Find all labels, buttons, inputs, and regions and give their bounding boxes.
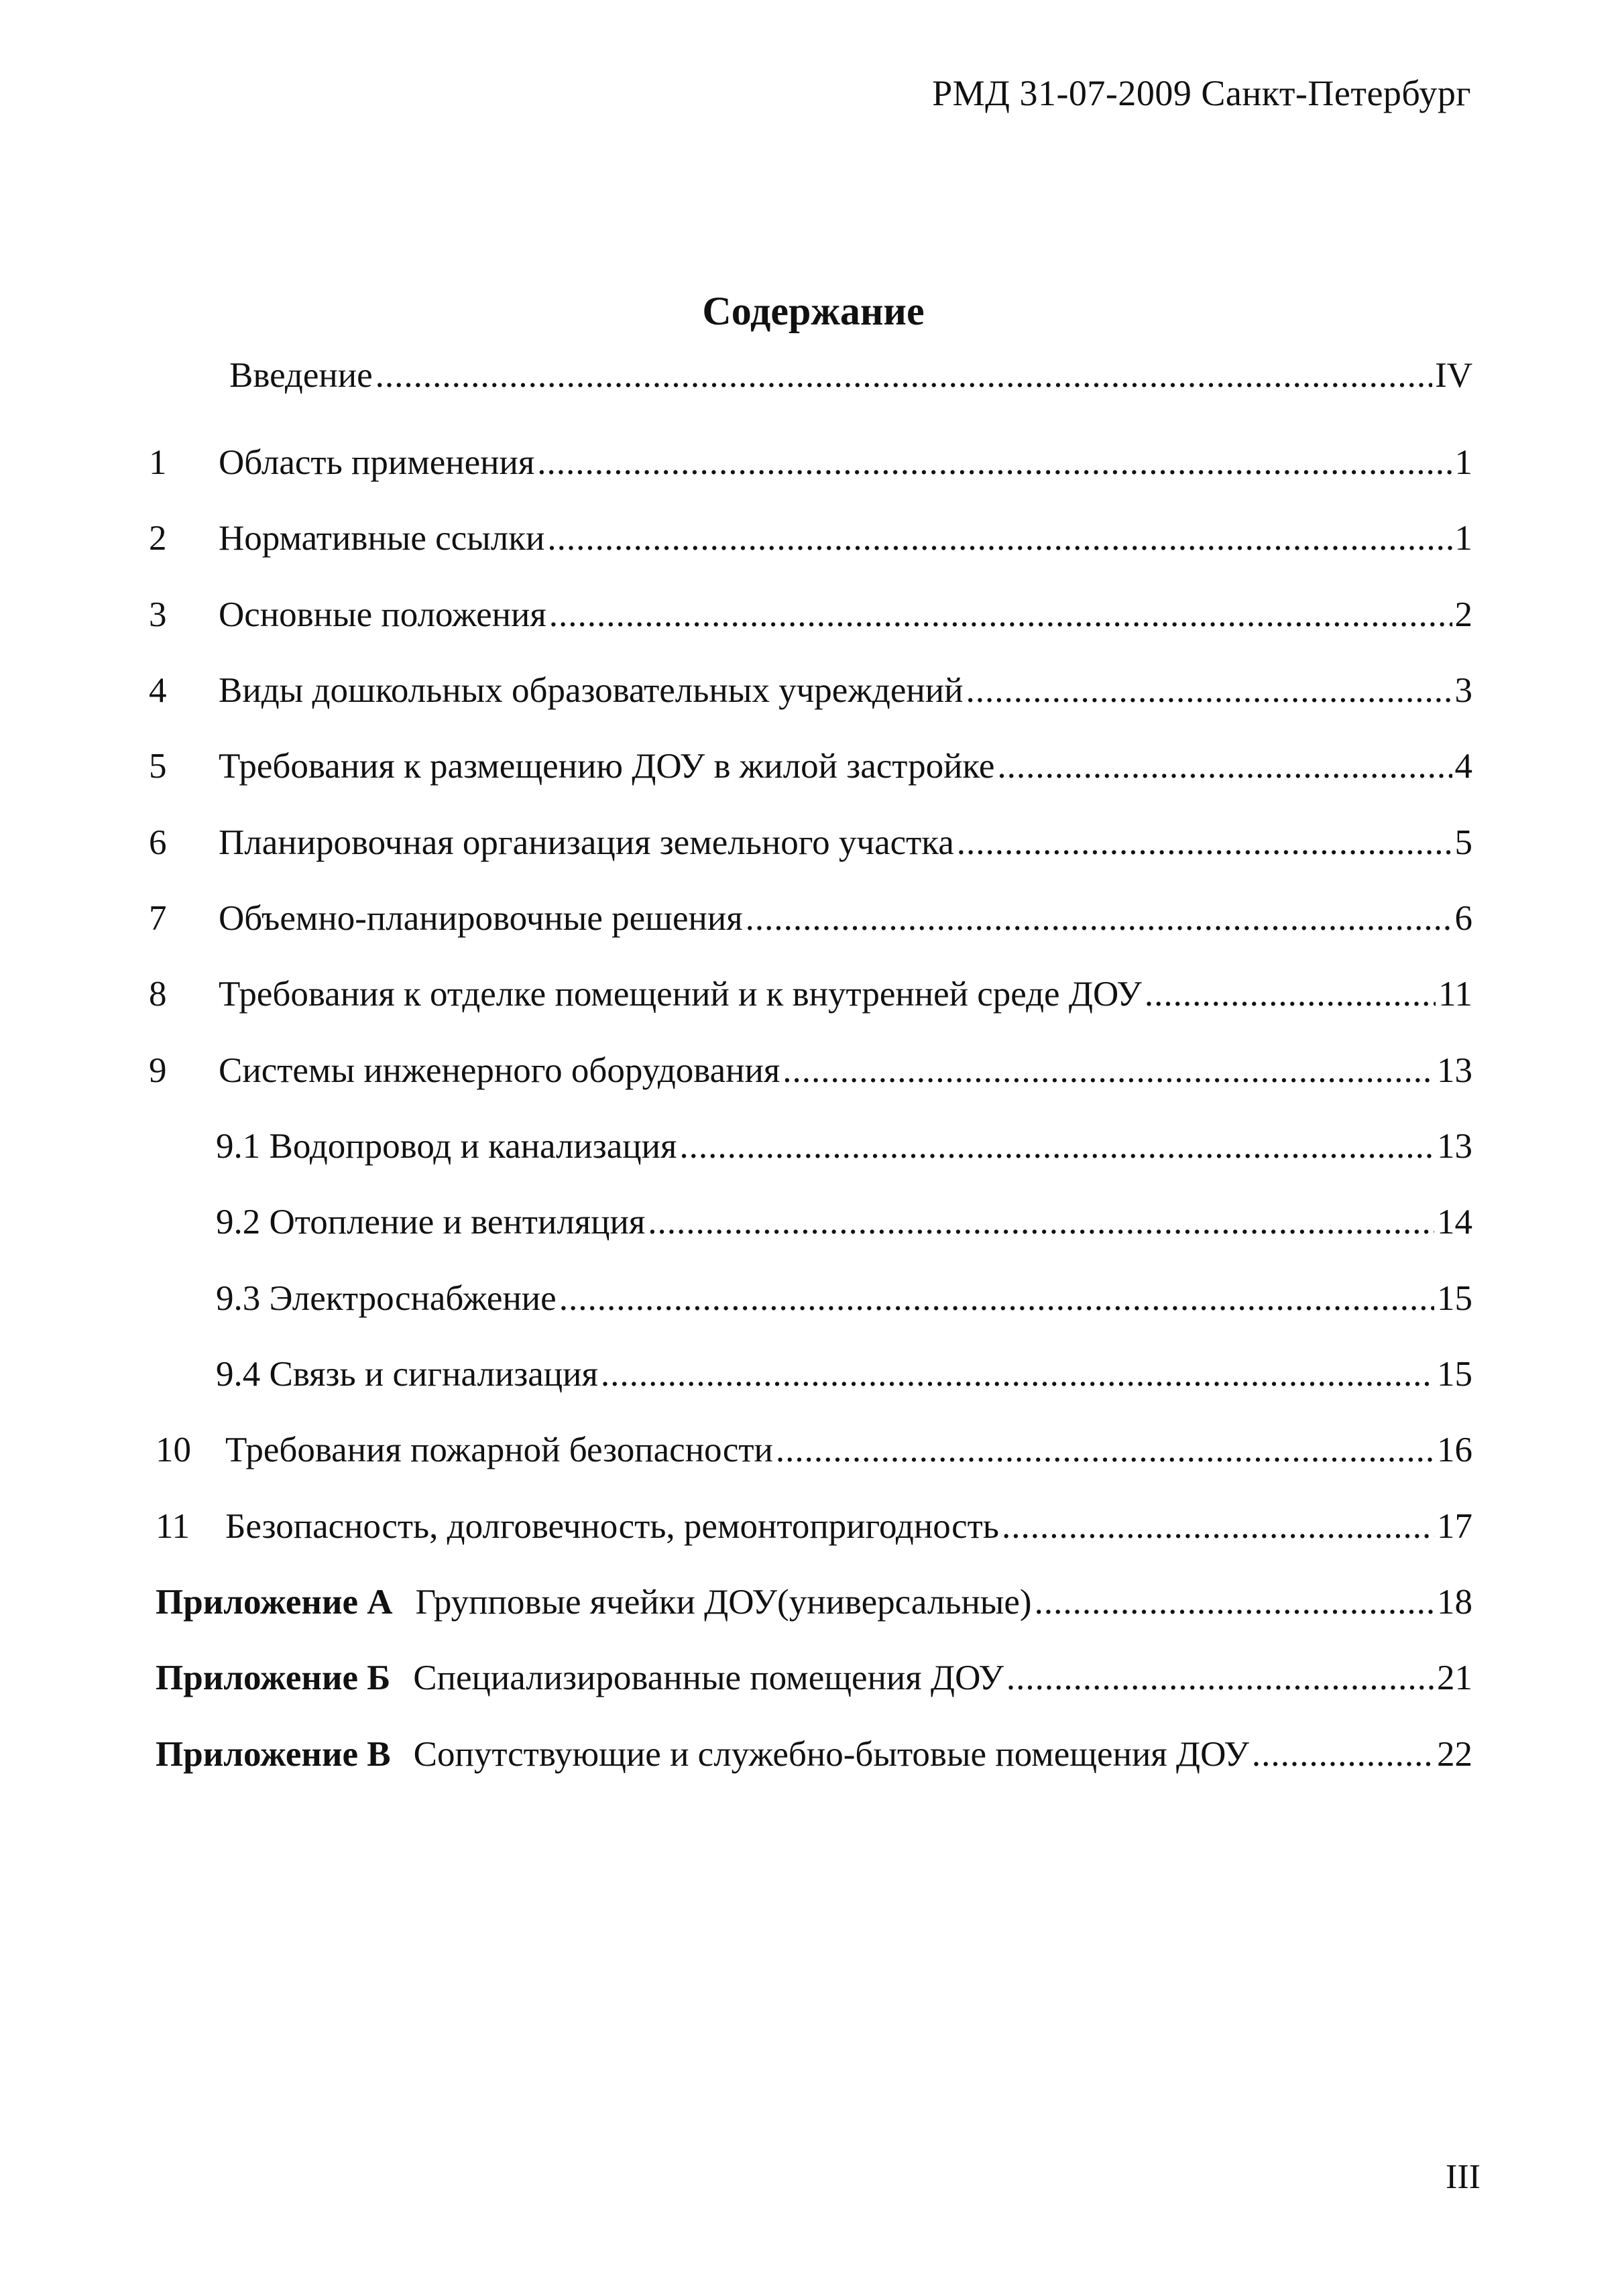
toc-entry[interactable] [0,1278,1624,1325]
toc-entry-title: Виды дошкольных образовательных учреждений [219,671,964,710]
toc-leader-dots [601,1354,1434,1394]
toc-leader-dots [997,746,1452,786]
toc-entry[interactable] [0,595,1624,642]
toc-entry-title: 9.3 Электроснабжение [216,1279,557,1318]
toc-entry[interactable] [0,1354,1624,1401]
toc-entry-page: 6 [1454,899,1472,938]
toc-entry-page: 1 [1454,519,1472,558]
toc-entry-title: Основные положения [219,595,546,634]
toc-entry-title: Объемно-планировочные решения [219,899,743,938]
toc-entry-page: 22 [1437,1735,1472,1774]
toc-entry-page: 11 [1438,975,1472,1014]
toc-leader-dots [1252,1734,1434,1774]
toc-entry-page: 15 [1437,1279,1472,1318]
toc-entry-page: 13 [1437,1051,1472,1090]
toc-leader-dots [1002,1506,1434,1547]
toc-entry-number: 4 [149,671,167,710]
toc-leader-dots [375,355,1432,396]
toc-entry-title: Требования к размещению ДОУ в жилой застройке [219,747,995,786]
toc-leader-dots [537,442,1452,483]
toc-leader-dots [547,518,1452,558]
toc-entry-page: 2 [1454,595,1472,634]
toc-entry[interactable] [0,1126,1624,1173]
toc-appendix-label: Приложение В [156,1735,391,1774]
toc-entry-title: 9.1 Водопровод и канализация [216,1127,677,1166]
toc-entry[interactable] [0,1050,1624,1097]
toc-entry[interactable] [0,823,1624,869]
toc-entry-page: 17 [1437,1507,1472,1546]
toc-entry-number: 6 [149,823,167,862]
toc-leader-dots [776,1430,1434,1470]
toc-entry-number: 8 [149,975,167,1014]
toc-entry-title: Безопасность, долговечность, ремонтопригодность [225,1507,999,1546]
toc-entry-title: Планировочная организация земельного участка [219,823,954,862]
toc-entry-number: 3 [149,595,167,634]
toc-entry-title: Требования к отделке помещений и к внутренней среде ДОУ [219,975,1142,1014]
toc-entry-page: 14 [1437,1203,1472,1242]
toc-entry[interactable] [0,974,1624,1021]
toc-entry-page: 21 [1437,1658,1472,1697]
toc-entry-number: 11 [156,1507,190,1546]
toc-leader-dots [746,898,1452,939]
toc-leader-dots [1035,1582,1434,1622]
toc-entry[interactable] [0,1430,1624,1477]
toc-entry-title: Нормативные ссылки [219,519,545,558]
toc-entry-page: 15 [1437,1355,1472,1394]
toc-entry-title: Системы инженерного оборудования [219,1051,780,1090]
toc-entry-page: 1 [1454,443,1472,482]
toc-entry-page: 18 [1437,1583,1472,1622]
page-title: Содержание [702,289,925,333]
toc-leader-dots [648,1202,1434,1242]
toc-entry-page: IV [1435,356,1472,395]
toc-entry-page: 13 [1437,1127,1472,1166]
toc-leader-dots [1006,1658,1434,1698]
toc-entry-title: Введение [229,356,373,395]
toc-entry-number: 9 [149,1051,167,1090]
toc-entry-title: Групповые ячейки ДОУ(универсальные) [415,1583,1032,1622]
toc-entry[interactable] [0,1658,1624,1705]
toc-leader-dots [1145,974,1436,1014]
toc-entry[interactable] [0,670,1624,717]
page-number: III [1446,2158,1481,2196]
toc-entry[interactable] [0,355,1624,402]
toc-entry[interactable] [0,1202,1624,1249]
toc-entry[interactable] [0,518,1624,565]
toc-entry-title: Область применения [219,443,535,482]
running-header: РМД 31-07-2009 Санкт-Петербург [932,73,1471,113]
toc-entry[interactable] [0,442,1624,489]
toc-entry[interactable] [0,1506,1624,1553]
toc-entry[interactable] [0,1734,1624,1781]
toc-entry-page: 4 [1454,747,1472,786]
toc-entry-title: 9.2 Отопление и вентиляция [216,1203,646,1242]
toc-entry-number: 5 [149,747,167,786]
toc-leader-dots [559,1278,1434,1319]
toc-entry[interactable] [0,898,1624,945]
toc-appendix-label: Приложение А [156,1583,393,1622]
toc-entry[interactable] [0,1582,1624,1629]
toc-leader-dots [549,595,1452,635]
toc-leader-dots [679,1126,1434,1166]
toc-entry-number: 7 [149,899,167,938]
toc-entry-number: 1 [149,443,167,482]
toc-entry[interactable] [0,746,1624,793]
toc-entry-page: 16 [1437,1431,1472,1469]
toc-entry-title: 9.4 Связь и сигнализация [216,1355,598,1394]
toc-entry-title: Специализированные помещения ДОУ [413,1658,1004,1697]
toc-leader-dots [957,823,1452,863]
toc-entry-number: 10 [156,1431,191,1469]
toc-entry-title: Сопутствующие и служебно-бытовые помещения ДОУ [413,1735,1249,1774]
toc-entry-page: 3 [1454,671,1472,710]
toc-appendix-label: Приложение Б [156,1658,391,1697]
toc-entry-title: Требования пожарной безопасности [225,1431,773,1469]
toc-entry-page: 5 [1454,823,1472,862]
toc-leader-dots [966,670,1452,711]
toc-leader-dots [782,1050,1434,1091]
toc-entry-number: 2 [149,519,167,558]
